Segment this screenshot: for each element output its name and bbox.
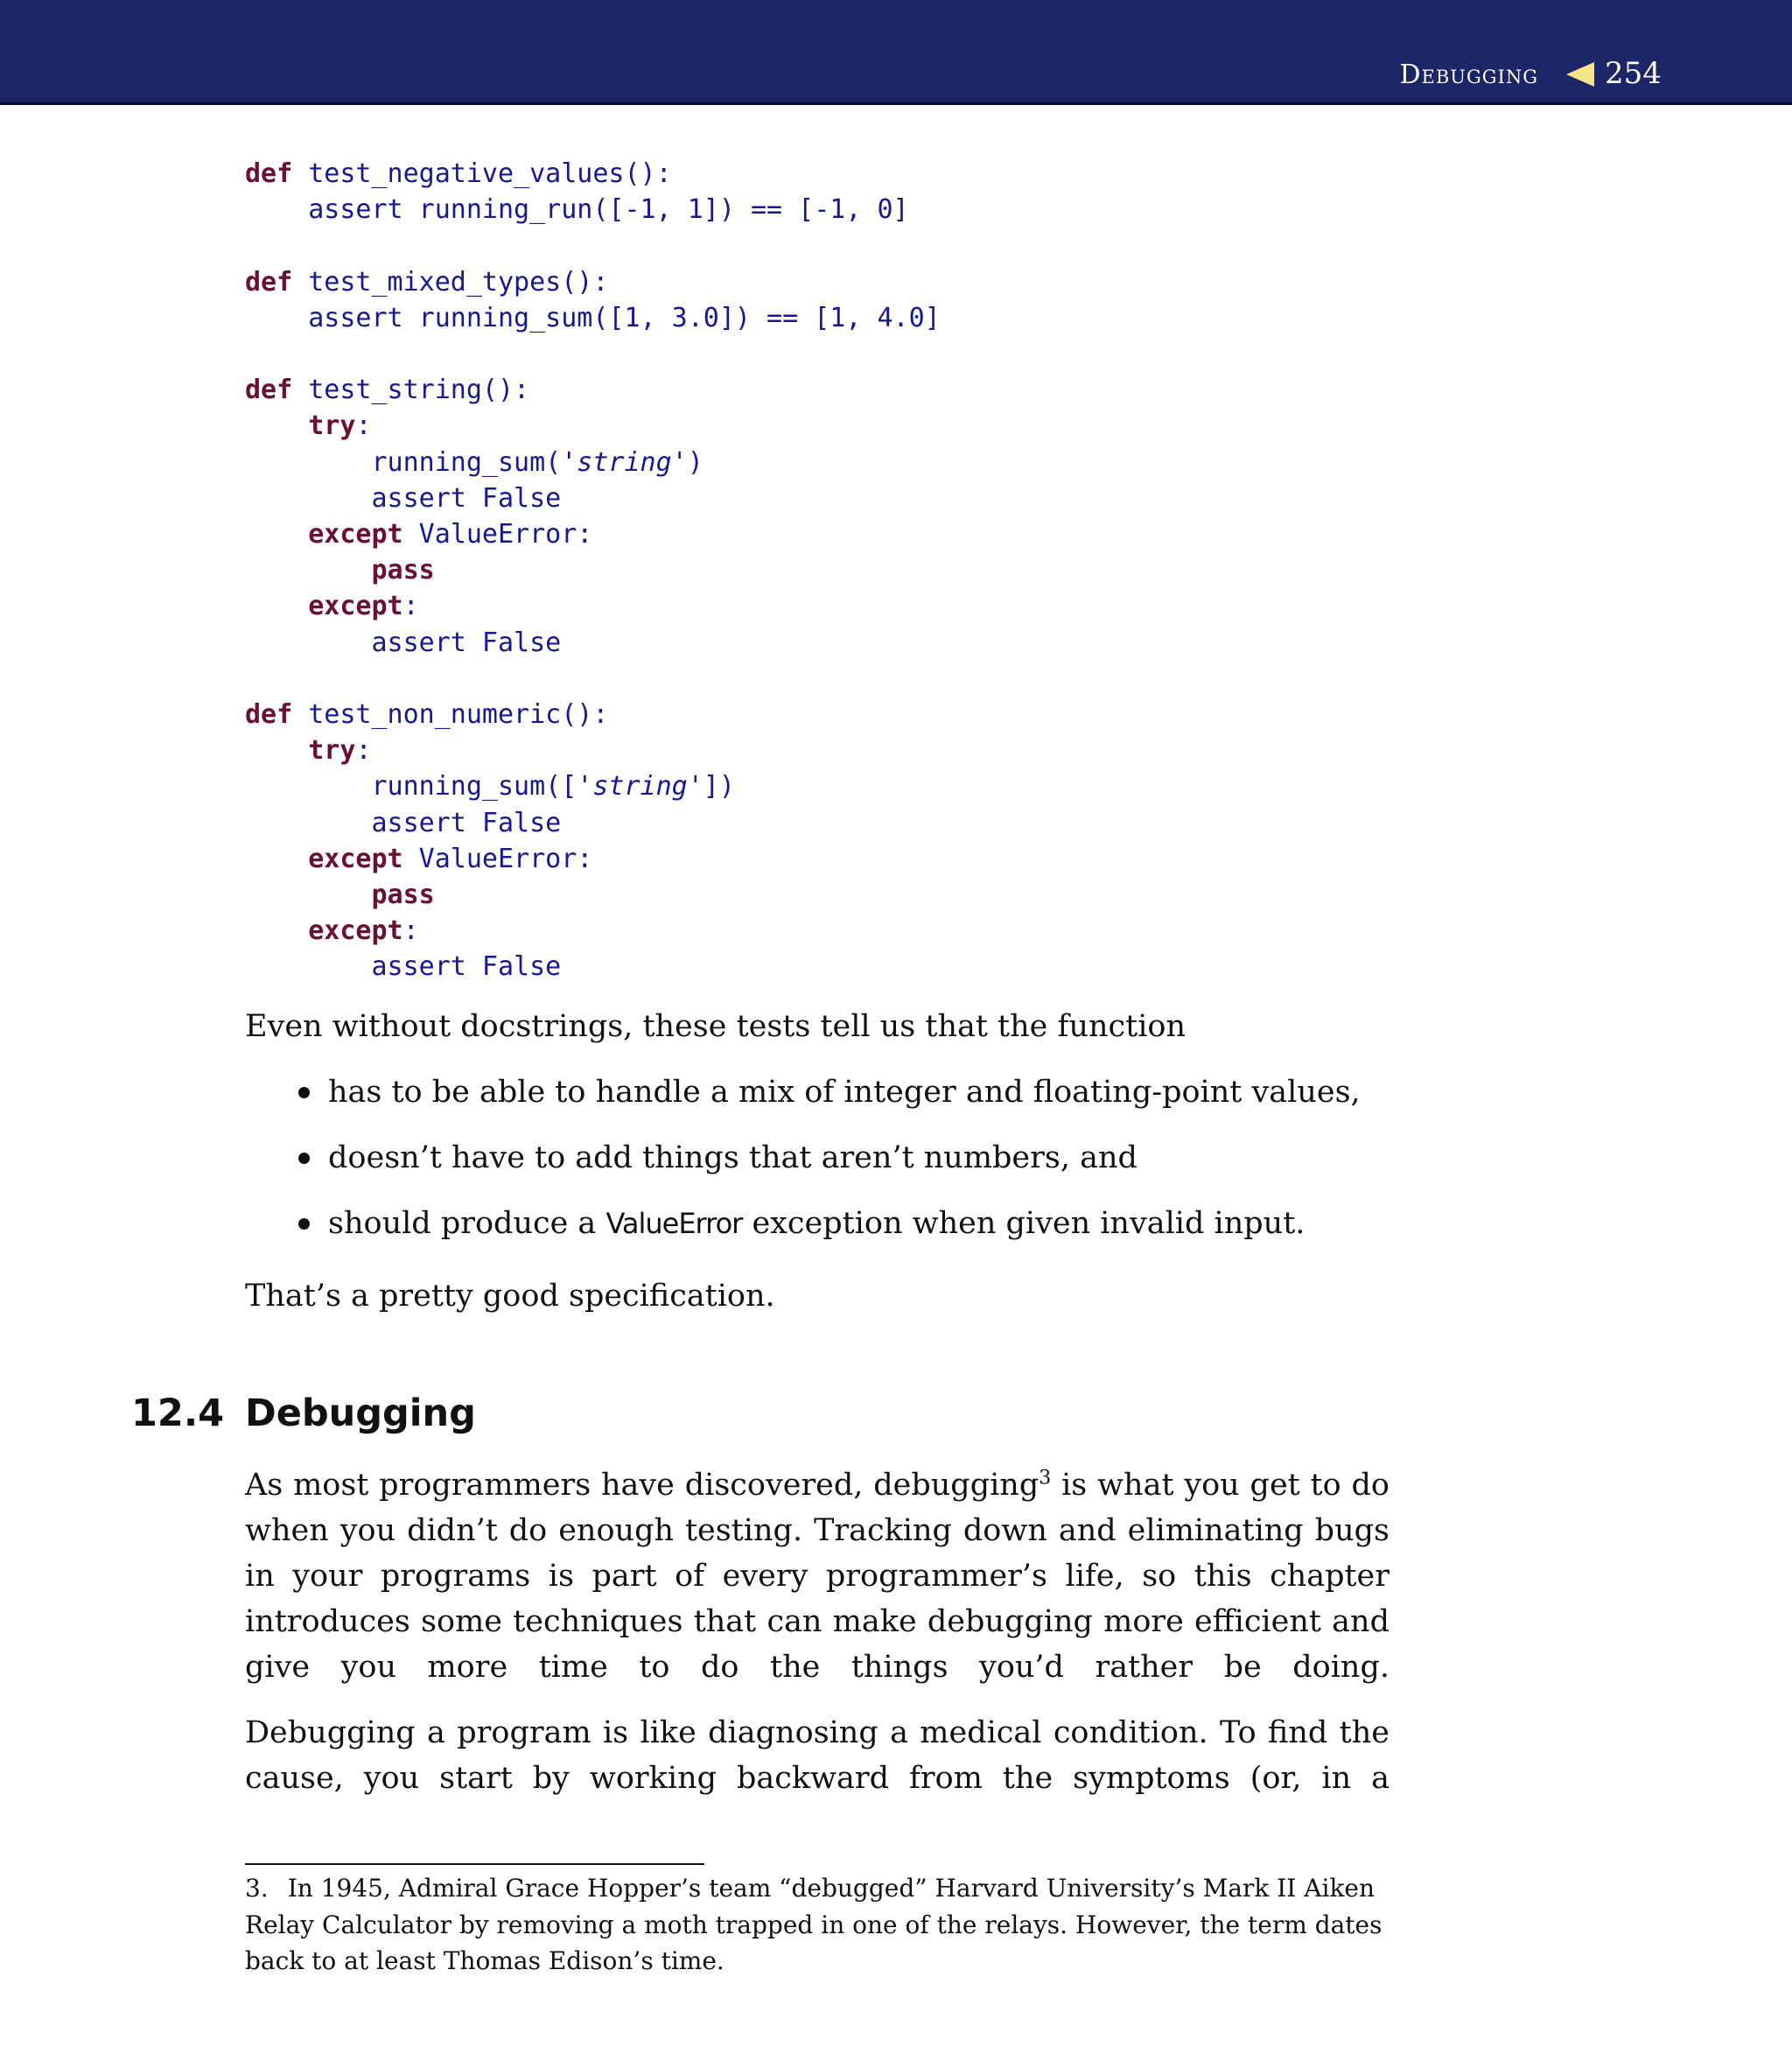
code-line	[245, 735, 372, 766]
running-header-title: Debugging	[1399, 60, 1538, 90]
code-line	[245, 194, 909, 225]
code-token: assert False	[245, 482, 562, 514]
code-keyword: def	[245, 266, 293, 298]
code-token: running_sum([	[245, 771, 578, 803]
bullet-icon	[298, 1087, 310, 1098]
code-token: assert False	[245, 951, 562, 983]
code-token	[245, 915, 308, 946]
code-keyword: except	[308, 519, 403, 550]
code-token: ValueError:	[402, 519, 593, 550]
requirements-list	[289, 1069, 1426, 1266]
code-keyword: except	[308, 843, 403, 874]
footnote-reference[interactable]: 3	[1039, 1467, 1052, 1490]
code-line	[245, 447, 704, 478]
code-token: ])	[703, 771, 735, 803]
code-line	[245, 844, 592, 874]
bullet-icon	[298, 1153, 310, 1164]
code-line	[245, 915, 419, 946]
section-number: 12.4	[131, 1392, 225, 1435]
code-keyword: pass	[371, 555, 435, 586]
code-token: :	[355, 735, 372, 767]
code-line	[245, 771, 735, 802]
code-token: assert False	[245, 807, 562, 838]
code-line	[245, 267, 608, 298]
code-keyword: def	[245, 158, 293, 189]
code-line	[245, 375, 529, 405]
paragraph-text-continued: is what you get to do when you didn’t do enough testing. Tracking down and eliminating bugs in your programs is part of every programmer’s life, so this chapter introduces some techniques that can make debugging more efficient and give you more time to do the things you’d rather be doing.	[245, 1468, 1390, 1685]
code-token: assert running_sum([1, 3.0]) == [1, 4.0]	[245, 302, 941, 333]
code-token: :	[355, 410, 372, 442]
code-token: test_string():	[292, 375, 530, 406]
code-token	[245, 410, 308, 441]
code-keyword: except	[308, 915, 403, 947]
code-line	[245, 303, 941, 333]
code-token	[245, 735, 308, 766]
code-token	[245, 519, 308, 550]
list-item	[289, 1069, 1426, 1135]
code-keyword: def	[245, 375, 293, 406]
bullet-icon	[298, 1218, 310, 1230]
debugging-paragraph-2: Debugging a program is like diagnosing a medical condition. To find the cause, you start by working backward from the symptoms (or, in a	[245, 1715, 1390, 1796]
code-token: test_mixed_types():	[292, 266, 609, 298]
code-token: assert False	[245, 627, 562, 658]
code-line	[245, 627, 561, 658]
code-keyword: except	[308, 591, 403, 622]
intro-paragraph: Even without docstrings, these tests tell us that the function	[245, 1009, 1186, 1044]
code-keyword: try	[308, 410, 356, 442]
code-keyword: pass	[371, 880, 435, 911]
footnote-text: In 1945, Admiral Grace Hopper’s team “debugged” Harvard University’s Mark II Aiken Relay Calculator by removing a moth trapped in one of the relays. However, the term dates back to at least Thomas Edison’s time.	[245, 1874, 1382, 1975]
list-item	[289, 1135, 1426, 1201]
footnote-divider	[245, 1863, 704, 1865]
page-header	[0, 0, 1792, 105]
code-string: 'string'	[577, 771, 704, 803]
list-item-text: has to be able to handle a mix of integer and floating-point values,	[328, 1075, 1361, 1110]
debugging-paragraph-1	[245, 1462, 1390, 1735]
list-item-text: should produce a	[328, 1206, 606, 1241]
code-line	[245, 880, 435, 910]
code-token	[245, 844, 308, 874]
code-string: 'string'	[561, 446, 688, 478]
paragraph-text: As most programmers have discovered, debugging	[245, 1468, 1040, 1503]
code-token	[245, 555, 372, 585]
code-token: :	[402, 591, 419, 622]
code-line	[245, 519, 592, 550]
code-token: running_sum(	[245, 446, 562, 478]
page-number: 254	[1605, 56, 1662, 91]
list-item-text: doesn’t have to add things that aren’t numbers, and	[328, 1140, 1138, 1175]
conclusion-paragraph: That’s a pretty good specification.	[245, 1279, 775, 1314]
code-token: test_non_numeric():	[292, 699, 609, 731]
code-line	[245, 555, 435, 585]
code-token: test_negative_values():	[292, 158, 672, 189]
code-line	[245, 158, 672, 189]
code-line	[245, 483, 561, 514]
back-arrow-icon[interactable]	[1566, 62, 1594, 87]
code-line	[245, 808, 561, 838]
code-line	[245, 951, 561, 982]
section-heading: Debugging	[245, 1392, 476, 1435]
code-token: ValueError:	[402, 843, 593, 874]
list-item	[289, 1201, 1426, 1266]
code-listing	[245, 156, 941, 985]
code-token	[245, 591, 308, 621]
code-token: :	[402, 915, 419, 947]
code-line	[245, 699, 608, 730]
code-line	[245, 410, 372, 441]
footnote	[245, 1870, 1390, 1980]
code-token	[245, 880, 372, 910]
code-keyword: def	[245, 699, 293, 731]
list-item-text-end: exception when given invalid input.	[742, 1206, 1306, 1241]
inline-code-valueerror: ValueError	[606, 1207, 743, 1240]
code-keyword: try	[308, 735, 356, 767]
code-token: assert running_run([-1, 1]) == [-1, 0]	[245, 194, 909, 226]
code-token: )	[687, 446, 704, 478]
code-line	[245, 591, 419, 621]
footnote-number: 3.	[245, 1874, 269, 1903]
